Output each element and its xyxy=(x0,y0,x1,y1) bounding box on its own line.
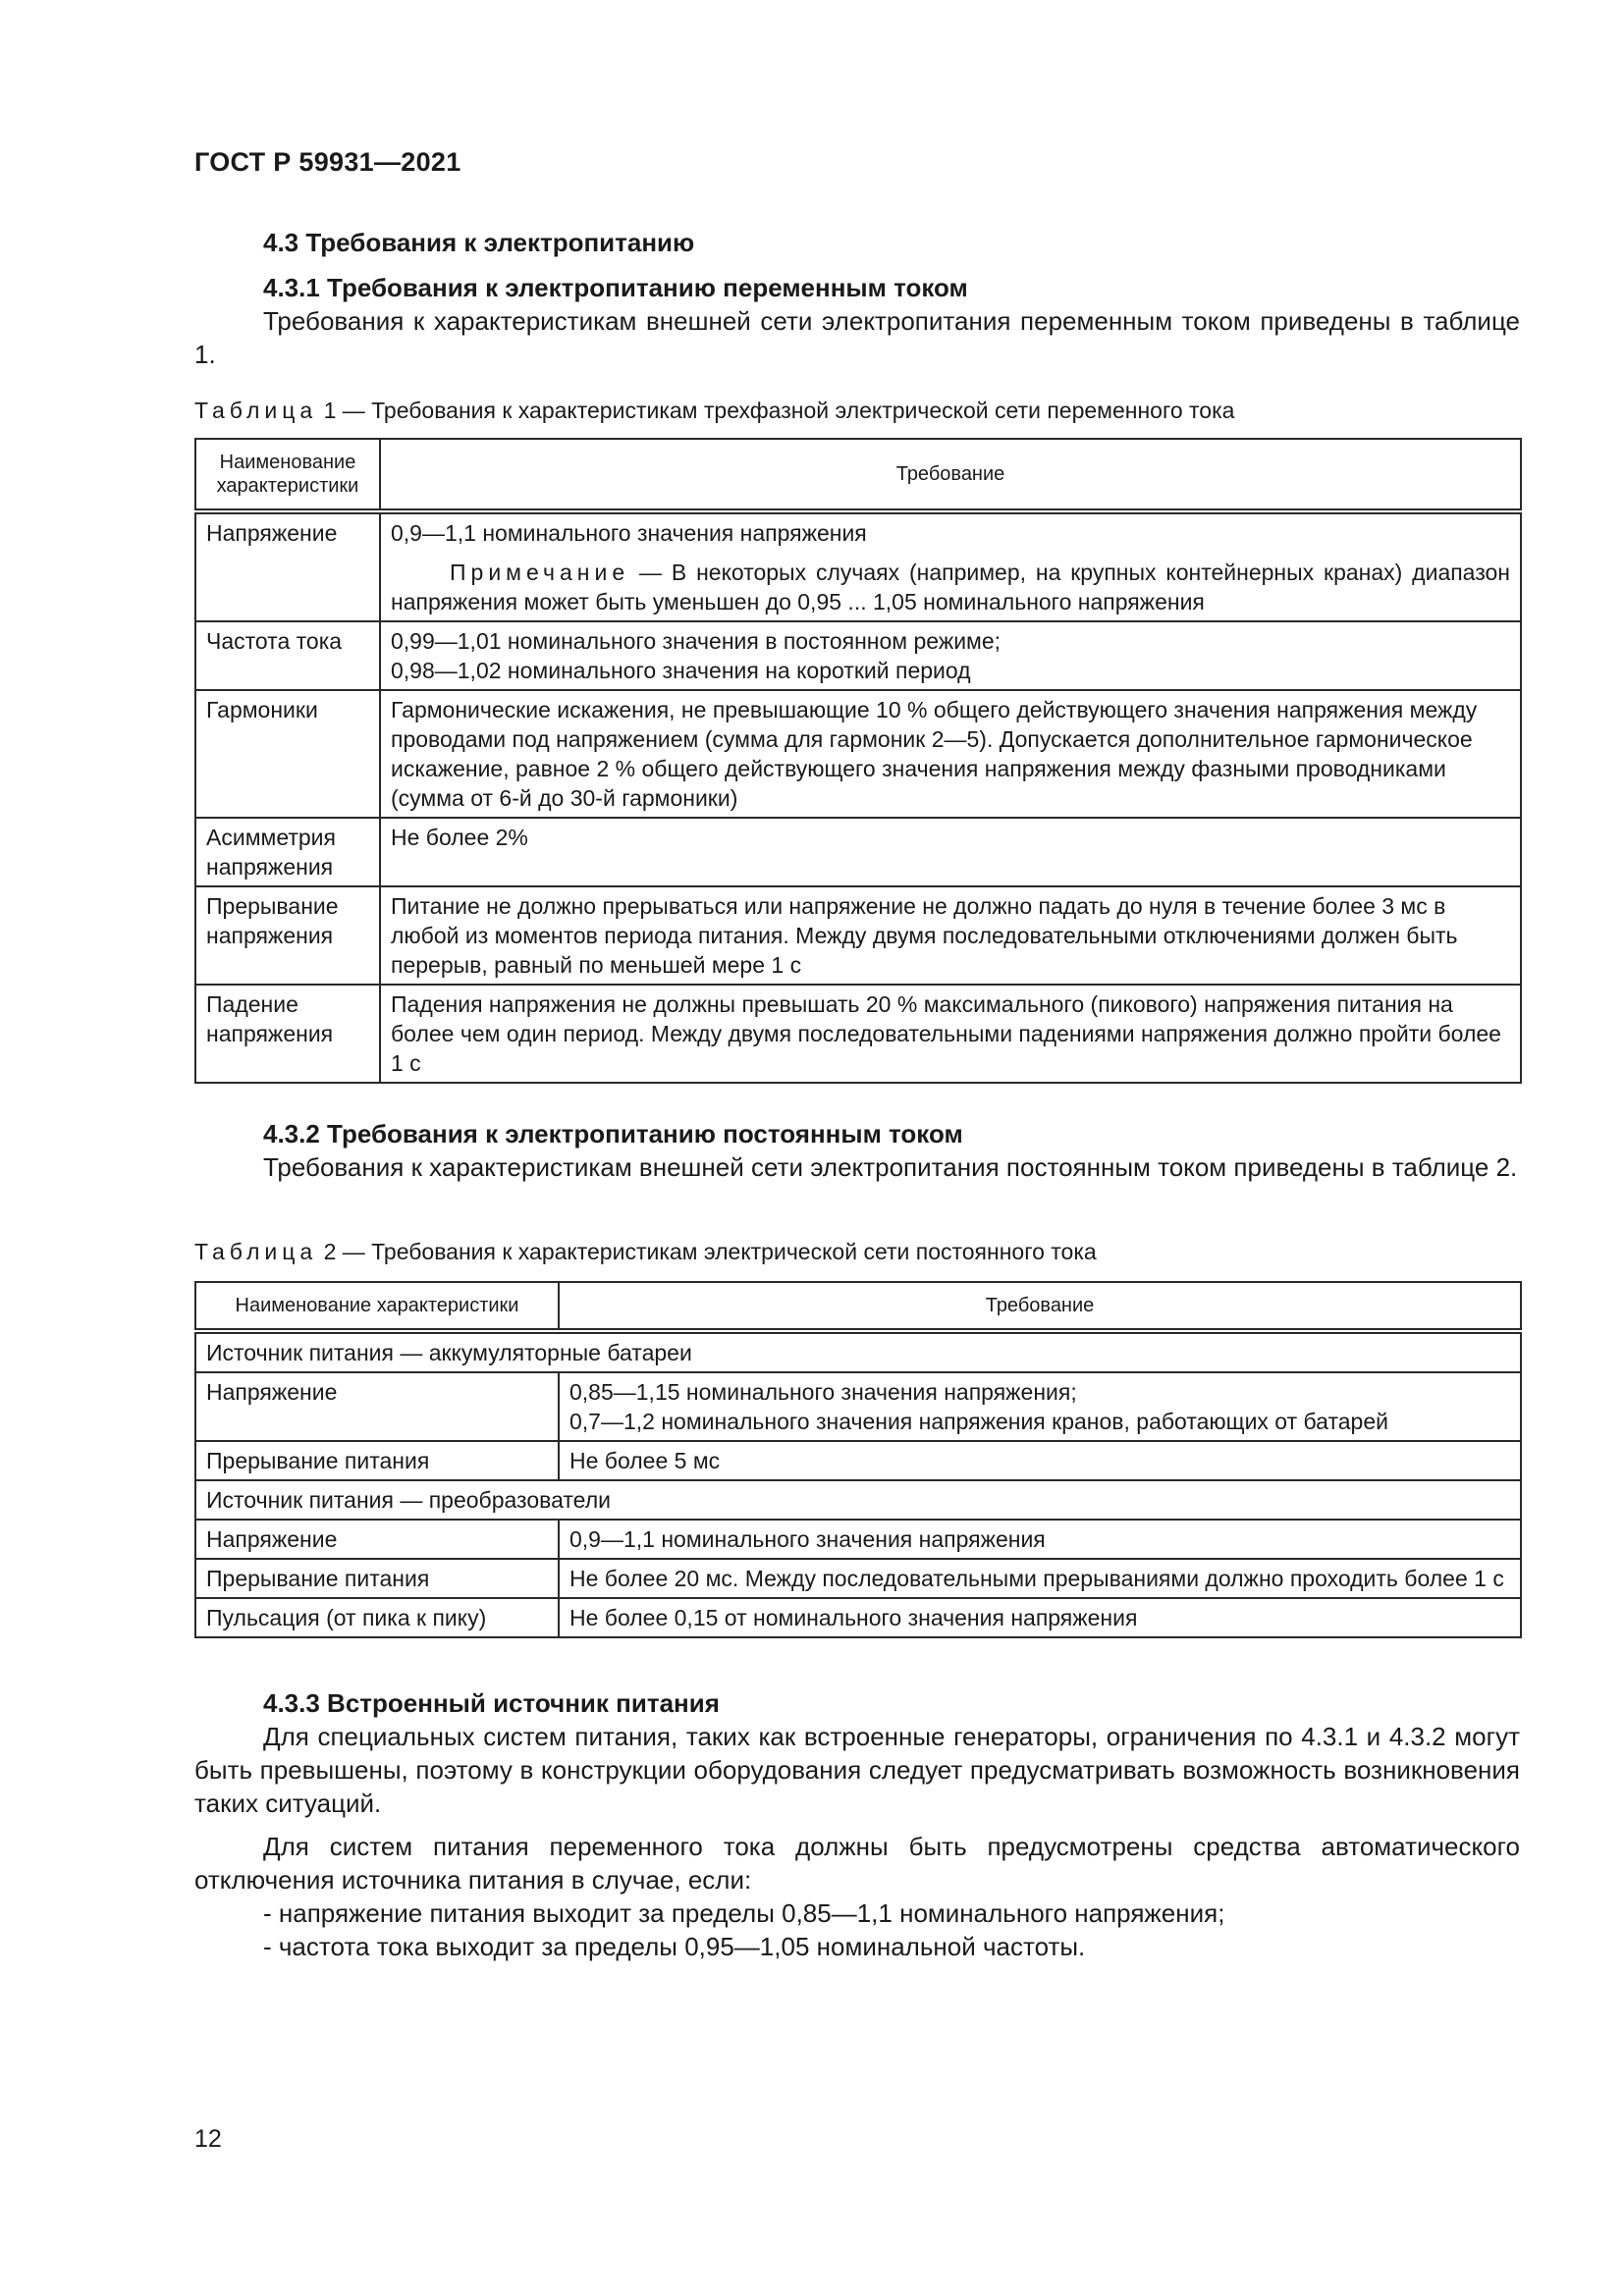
table-row xyxy=(195,511,1521,621)
paragraph: Требования к характеристикам внешней сети электропитания постоянным током приведены в таблице 2. xyxy=(263,1152,1518,1182)
cell-text: 0,99—1,01 номинального значения в постоянном режиме; xyxy=(391,628,1001,654)
table-cell-name: Асимметрия напряжения xyxy=(195,818,380,886)
table-cell-value: Не более 20 мс. Между последовательными прерываниями должно проходить более 1 с xyxy=(559,1559,1521,1598)
note-text: — В некоторых случаях (например, на крупных контейнерных кранах) диапазон напряжения может быть уменьшен до 0,95 ... 1,05 номинального напряжения xyxy=(391,560,1510,614)
table-cell-value: Не более 0,15 от номинального значения напряжения xyxy=(559,1598,1521,1637)
table-2 xyxy=(194,1281,1522,1638)
column-header: Наименование характеристики xyxy=(195,439,380,511)
caption-label: Таблица xyxy=(194,398,318,423)
table-cell-name: Прерывание питания xyxy=(195,1441,559,1480)
table-cell-name: Прерывание напряжения xyxy=(195,886,380,985)
table-1 xyxy=(194,438,1522,1084)
table-caption xyxy=(194,1237,1520,1266)
paragraph: Требования к характеристикам внешней сети электропитания переменным током приведены в таблице 1. xyxy=(194,306,1520,369)
table-row xyxy=(195,886,1521,985)
subsection-heading: 4.3.1 Требования к электропитанию переменным током xyxy=(263,273,968,302)
table-row xyxy=(195,1520,1521,1559)
table-row xyxy=(195,1559,1521,1598)
table-note xyxy=(391,558,1510,616)
table-row xyxy=(195,1598,1521,1637)
cell-text: 0,98—1,02 номинального значения на короткий период xyxy=(391,658,971,683)
subsection-heading: 4.3.2 Требования к электропитанию постоянным током xyxy=(263,1119,963,1148)
table-cell-name: Падение напряжения xyxy=(195,985,380,1083)
document-code-header: ГОСТ Р 59931—2021 xyxy=(194,147,461,177)
table-cell-name: Напряжение xyxy=(195,1372,559,1441)
table-cell-name: Прерывание питания xyxy=(195,1559,559,1598)
subsection-heading: 4.3.3 Встроенный источник питания xyxy=(263,1688,720,1718)
list-item: - напряжение питания выходит за пределы 0,85—1,1 номинального напряжения; xyxy=(263,1898,1225,1928)
section-4-3 xyxy=(194,226,1520,371)
list-item: - частота тока выходит за пределы 0,95—1,05 номинальной частоты. xyxy=(263,1932,1086,1961)
table-row xyxy=(195,985,1521,1083)
column-header: Требование xyxy=(559,1282,1521,1331)
table-row xyxy=(195,1372,1521,1441)
section-heading: 4.3 Требования к электропитанию xyxy=(263,228,695,257)
caption-text: 2 — Требования к характеристикам электрической сети постоянного тока xyxy=(317,1239,1097,1264)
table-group-row xyxy=(195,1480,1521,1520)
caption-label: Таблица xyxy=(194,1239,318,1264)
section-4-3-3 xyxy=(194,1686,1520,1963)
table-row xyxy=(195,818,1521,886)
column-header: Наименование характеристики xyxy=(195,1282,559,1331)
table-cell-value: Падения напряжения не должны превышать 20 % максимального (пикового) напряжения питания на более чем один период. Между двумя последовательными падениями напряжения должно пройти более 1 с xyxy=(380,985,1521,1083)
caption-text: 1 — Требования к характеристикам трехфазной электрической сети переменного тока xyxy=(317,398,1235,423)
cell-text: 0,7—1,2 номинального значения напряжения кранов, работающих от батарей xyxy=(569,1409,1388,1434)
table-cell-value: Не более 5 мс xyxy=(559,1441,1521,1480)
table-header-row xyxy=(195,1282,1521,1331)
paragraph: Для специальных систем питания, таких как встроенные генераторы, ограничения по 4.3.1 и 4.3.2 могут быть превышены, поэтому в конструкции оборудования следует предусматривать возможность возникновения таких ситуаций. xyxy=(194,1722,1520,1818)
table-row xyxy=(195,621,1521,690)
section-4-3-2 xyxy=(194,1117,1520,1184)
column-header: Требование xyxy=(380,439,1521,511)
table-cell-name: Пульсация (от пика к пику) xyxy=(195,1598,559,1637)
table-cell-name: Напряжение xyxy=(195,1520,559,1559)
cell-text: 0,9—1,1 номинального значения напряжения xyxy=(391,520,867,546)
table-cell-value xyxy=(380,621,1521,690)
paragraph: Для систем питания переменного тока должны быть предусмотрены средства автоматического отключения источника питания в случае, если: xyxy=(194,1832,1520,1895)
table-cell-value: Не более 2% xyxy=(380,818,1521,886)
table-cell-name: Напряжение xyxy=(195,511,380,621)
table-cell-value: 0,9—1,1 номинального значения напряжения xyxy=(559,1520,1521,1559)
table-header-row xyxy=(195,439,1521,511)
table-2-container xyxy=(194,1281,1520,1638)
table-row xyxy=(195,1441,1521,1480)
table-cell-name: Частота тока xyxy=(195,621,380,690)
table-cell-name: Гармоники xyxy=(195,690,380,818)
table-caption xyxy=(194,396,1520,425)
note-label: Примечание xyxy=(450,560,630,585)
table-group-row xyxy=(195,1331,1521,1372)
table-1-container xyxy=(194,438,1520,1084)
table-row xyxy=(195,690,1521,818)
table-cell-value xyxy=(559,1372,1521,1441)
cell-text: 0,85—1,15 номинального значения напряжения; xyxy=(569,1379,1077,1405)
table-cell-value xyxy=(380,511,1521,621)
group-heading: Источник питания — аккумуляторные батареи xyxy=(195,1331,1521,1372)
table-cell-value: Питание не должно прерываться или напряжение не должно падать до нуля в течение более 3 мс в любой из моментов периода питания. Между двумя последовательными отключениями должен быть перерыв, равный по меньшей мере 1 с xyxy=(380,886,1521,985)
group-heading: Источник питания — преобразователи xyxy=(195,1480,1521,1520)
page-number: 12 xyxy=(194,2125,222,2153)
table-cell-value: Гармонические искажения, не превышающие 10 % общего действующего значения напряжения между проводами под напряжением (сумма для гармоник 2—5). Допускается дополнительное гармоническое искажение, равное 2 % общего действующего значения напряжения между фазными проводниками (сумма от 6-й до 30-й гармоники) xyxy=(380,690,1521,818)
